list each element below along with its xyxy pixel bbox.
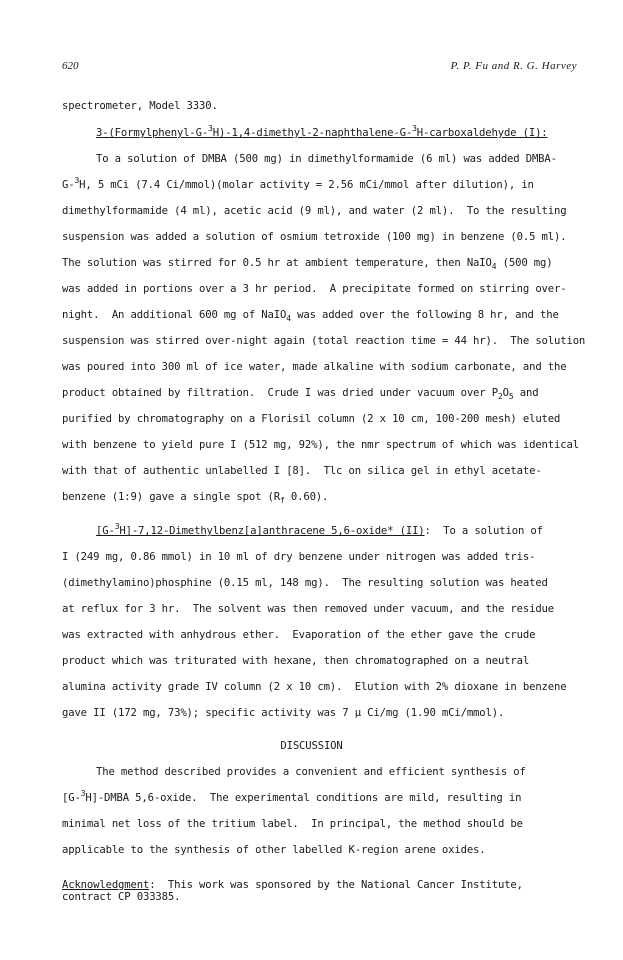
text-line: with that of authentic unlabelled I [8]. Tlc on silica gel in ethyl acetate-: [62, 465, 542, 477]
text-line: product which was triturated with hexane, then chromatographed on a neutral: [62, 655, 530, 667]
page-number: 620: [62, 60, 79, 72]
text-line: was added in portions over a 3 hr period. A precipitate formed on stirring over-: [62, 283, 567, 295]
text-line: [G-$^3$H]-DMBA 5,6-oxide. The experimental conditions are mild, resulting in: [62, 789, 522, 804]
acknowledgment-label: Acknowledgment: [62, 879, 150, 891]
text-line: The method described provides a convenient and efficient synthesis of: [96, 766, 526, 778]
text-line: at reflux for 3 hr. The solvent was then removed under vacuum, and the residue: [62, 603, 555, 615]
section-title-discussion: DISCUSSION: [280, 740, 343, 752]
text-line: (dimethylamino)phosphine (0.15 ml, 148 mg). The resulting solution was heated: [62, 577, 548, 589]
text-line: applicable to the synthesis of other labelled K-region arene oxides.: [62, 844, 486, 856]
text-line: The solution was stirred for 0.5 hr at ambient temperature, then NaIO$_4$ (500 mg): [62, 257, 553, 271]
acknowledgment-contract: contract CP 033385.: [62, 891, 181, 903]
text-line: gave II (172 mg, 73%); specific activity was 7 μ Ci/mg (1.90 mCi/mmol).: [62, 707, 505, 719]
text-line: minimal net loss of the tritium label. In principal, the method should be: [62, 818, 523, 830]
text-line: suspension was added a solution of osmium tetroxide (100 mg) in benzene (0.5 ml).: [62, 231, 567, 243]
text-line: G-$^3$H, 5 mCi (7.4 Ci/mmol)(molar activity = 2.56 mCi/mmol after dilution), in: [62, 176, 534, 191]
text-line: product obtained by filtration. Crude I was dried under vacuum over $P_2O_5$ and: [62, 387, 539, 401]
text-line: dimethylformamide (4 ml), acetic acid (9 ml), and water (2 ml). To the resulting: [62, 205, 567, 217]
text-line: I (249 mg, 0.86 mmol) in 10 ml of dry benzene under nitrogen was added tris-: [62, 551, 536, 563]
text-line: alumina activity grade IV column (2 x 10 cm). Elution with 2% dioxane in benzene: [62, 681, 567, 693]
running-header-authors: P. P. Fu and R. G. Harvey: [450, 60, 577, 72]
text-line: was poured into 300 ml of ice water, made alkaline with sodium carbonate, and the: [62, 361, 567, 373]
text-line: spectrometer, Model 3330.: [62, 100, 218, 112]
text-line: night. An additional 600 mg of NaIO$_4$ was added over the following 8 hr, and the: [62, 309, 559, 323]
text-line: To a solution of DMBA (500 mg) in dimethylformamide (6 ml) was added DMBA-: [96, 153, 557, 165]
section-heading-compound-i: 3-(Formylphenyl-G-$^3$H)-1,4-dimethyl-2-naphthalene-G-$^3$H-carboxaldehyde (I):: [96, 124, 548, 139]
text-line: benzene (1:9) gave a single spot ($R_f$ 0.60).: [62, 491, 329, 505]
acknowledgment: Acknowledgment: This work was sponsored by the National Cancer Institute,: [62, 879, 523, 891]
text-line: purified by chromatography on a Florisil column (2 x 10 cm, 100-200 mesh) eluted: [62, 413, 561, 425]
text-line: suspension was stirred over-night again (total reaction time = 44 hr). The solution: [62, 335, 586, 347]
section-heading-compound-ii: [G-$^3$H]-7,12-Dimethylbenz[a]anthracene 5,6-oxide* (II): To a solution of: [96, 522, 543, 537]
text-line: was extracted with anhydrous ether. Evaporation of the ether gave the crude: [62, 629, 536, 641]
text-line: with benzene to yield pure I (512 mg, 92%), the nmr spectrum of which was identical: [62, 439, 579, 451]
